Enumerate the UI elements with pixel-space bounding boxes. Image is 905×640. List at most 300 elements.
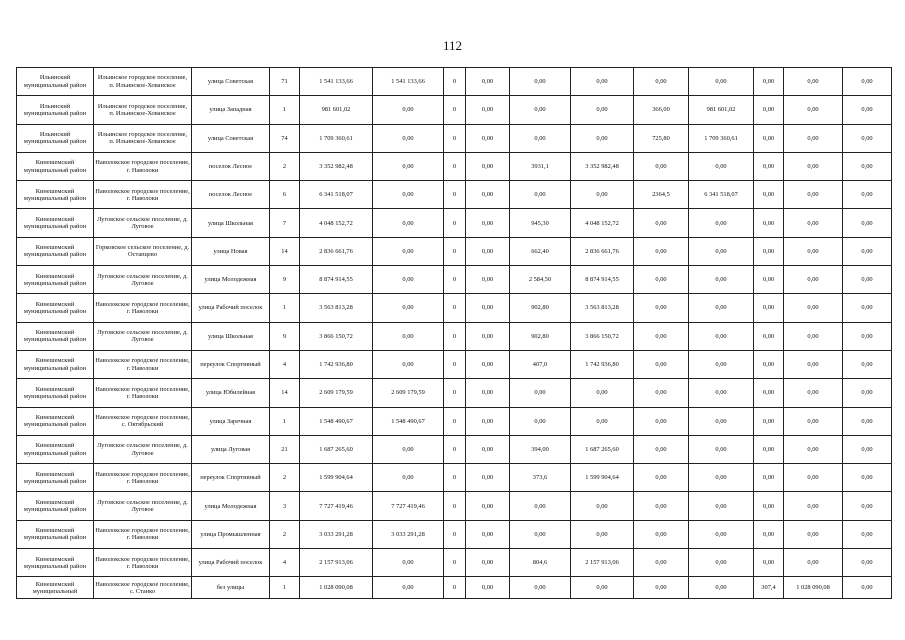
settlement-cell: Наволокское городское поселение, г. Наволоки <box>94 152 192 180</box>
table-row <box>17 294 892 322</box>
district-cell: Кинешемский муниципальный район <box>17 322 94 350</box>
house-number-cell: 1 <box>270 577 300 599</box>
area-cell: 0,00 <box>634 68 689 96</box>
cost-cell: 1 742 936,80 <box>571 350 634 378</box>
street-cell: улица Заречная <box>192 407 270 435</box>
cost-cell: 0,00 <box>689 209 754 237</box>
cost-cell: 6 341 518,07 <box>689 181 754 209</box>
area-cell: 0,00 <box>510 407 571 435</box>
table-row <box>17 68 892 96</box>
settlement-cell: Наволокское городское поселение, г. Наволоки <box>94 464 192 492</box>
settlement-cell: Наволокское городское поселение, с. Станко <box>94 577 192 599</box>
cost-cell: 0,00 <box>466 549 510 577</box>
house-number-cell: 21 <box>270 435 300 463</box>
area-cell: 0,00 <box>754 379 784 407</box>
house-number-cell: 4 <box>270 350 300 378</box>
area-cell: 0,00 <box>634 266 689 294</box>
area-cell: 0,00 <box>510 68 571 96</box>
settlement-cell: Наволокское городское поселение, г. Наволоки <box>94 379 192 407</box>
area-cell: 0,00 <box>634 152 689 180</box>
count-cell: 0 <box>444 124 466 152</box>
total-cost-cell: 1 541 133,66 <box>300 68 373 96</box>
cost-cell: 0,00 <box>466 577 510 599</box>
cost-cell: 0,00 <box>466 322 510 350</box>
street-cell: улица Рабочий поселок <box>192 549 270 577</box>
cost-cell: 0,00 <box>784 350 843 378</box>
house-number-cell: 3 <box>270 492 300 520</box>
area-cell: 0,00 <box>754 549 784 577</box>
total-cost-cell: 981 601,02 <box>300 96 373 124</box>
street-cell: без улицы <box>192 577 270 599</box>
cost-cell: 0,00 <box>784 96 843 124</box>
table-row <box>17 124 892 152</box>
area-cell: 804,6 <box>510 549 571 577</box>
cost-cell: 0,00 <box>843 435 892 463</box>
cost-cell: 0,00 <box>784 379 843 407</box>
area-cell: 0,00 <box>754 520 784 548</box>
street-cell: поселок Лесное <box>192 181 270 209</box>
house-number-cell: 14 <box>270 379 300 407</box>
cost-cell: 0,00 <box>689 492 754 520</box>
page-number: 112 <box>442 38 463 53</box>
cost-cell: 0,00 <box>373 350 444 378</box>
cost-cell: 2 157 913,06 <box>571 549 634 577</box>
cost-cell: 0,00 <box>466 492 510 520</box>
area-cell: 0,00 <box>754 266 784 294</box>
count-cell: 0 <box>444 181 466 209</box>
area-cell: 0,00 <box>754 407 784 435</box>
cost-cell: 0,00 <box>689 68 754 96</box>
total-cost-cell: 8 874 914,55 <box>300 266 373 294</box>
cost-cell: 0,00 <box>571 181 634 209</box>
district-cell: Кинешемский муниципальный район <box>17 350 94 378</box>
district-cell: Ильинский муниципальный район <box>17 96 94 124</box>
cost-cell: 0,00 <box>466 294 510 322</box>
district-cell: Кинешемский муниципальный район <box>17 152 94 180</box>
settlement-cell: Наволокское городское поселение, с. Октябрьский <box>94 407 192 435</box>
cost-cell: 0,00 <box>843 520 892 548</box>
cost-cell: 0,00 <box>843 209 892 237</box>
area-cell: 0,00 <box>510 520 571 548</box>
house-number-cell: 4 <box>270 549 300 577</box>
district-cell: Кинешемский муниципальный район <box>17 464 94 492</box>
settlement-cell: Горковское сельское поселение, д. Остапцево <box>94 237 192 265</box>
total-cost-cell: 3 352 982,48 <box>300 152 373 180</box>
count-cell: 0 <box>444 350 466 378</box>
house-number-cell: 74 <box>270 124 300 152</box>
settlement-cell: Наволокское городское поселение, г. Наволоки <box>94 520 192 548</box>
area-cell: 0,00 <box>754 464 784 492</box>
settlement-cell: Наволокское городское поселение, г. Наволоки <box>94 181 192 209</box>
cost-cell: 0,00 <box>843 266 892 294</box>
total-cost-cell: 1 687 265,60 <box>300 435 373 463</box>
area-cell: 0,00 <box>510 379 571 407</box>
cost-cell: 0,00 <box>689 379 754 407</box>
house-number-cell: 6 <box>270 181 300 209</box>
cost-cell: 0,00 <box>466 407 510 435</box>
settlement-cell: Луговское сельское поселение, д. Луговое <box>94 322 192 350</box>
district-cell: Кинешемский муниципальный район <box>17 407 94 435</box>
total-cost-cell: 3 866 150,72 <box>300 322 373 350</box>
area-cell: 0,00 <box>510 577 571 599</box>
district-cell: Кинешемский муниципальный <box>17 577 94 599</box>
table-body <box>17 68 892 599</box>
area-cell: 0,00 <box>754 96 784 124</box>
cost-cell: 0,00 <box>843 549 892 577</box>
area-cell: 407,0 <box>510 350 571 378</box>
area-cell: 0,00 <box>754 124 784 152</box>
table-row <box>17 492 892 520</box>
cost-cell: 3 033 291,28 <box>373 520 444 548</box>
street-cell: улица Школьная <box>192 209 270 237</box>
cost-cell: 0,00 <box>466 266 510 294</box>
district-cell: Кинешемский муниципальный район <box>17 209 94 237</box>
table-row <box>17 266 892 294</box>
area-cell: 366,00 <box>634 96 689 124</box>
area-cell: 0,00 <box>634 407 689 435</box>
area-cell: 945,30 <box>510 209 571 237</box>
street-cell: улица Западная <box>192 96 270 124</box>
street-cell: поселок Лесное <box>192 152 270 180</box>
house-number-cell: 2 <box>270 152 300 180</box>
house-number-cell: 9 <box>270 322 300 350</box>
count-cell: 0 <box>444 294 466 322</box>
cost-cell: 0,00 <box>843 124 892 152</box>
district-cell: Ильинский муниципальный район <box>17 124 94 152</box>
count-cell: 0 <box>444 322 466 350</box>
cost-cell: 0,00 <box>466 379 510 407</box>
area-cell: 0,00 <box>634 294 689 322</box>
street-cell: улица Советская <box>192 124 270 152</box>
cost-cell: 0,00 <box>466 464 510 492</box>
cost-cell: 0,00 <box>466 181 510 209</box>
district-cell: Кинешемский муниципальный район <box>17 294 94 322</box>
area-cell: 0,00 <box>634 577 689 599</box>
area-cell: 0,00 <box>754 181 784 209</box>
total-cost-cell: 1 742 936,80 <box>300 350 373 378</box>
table-row <box>17 181 892 209</box>
street-cell: улица Молодежная <box>192 266 270 294</box>
settlement-cell: Ильинское городское поселение, п. Ильинское-Хованское <box>94 124 192 152</box>
house-number-cell: 9 <box>270 266 300 294</box>
cost-cell: 0,00 <box>843 294 892 322</box>
count-cell: 0 <box>444 209 466 237</box>
settlement-cell: Наволокское городское поселение, г. Наволоки <box>94 294 192 322</box>
district-cell: Кинешемский муниципальный район <box>17 181 94 209</box>
total-cost-cell: 4 048 152,72 <box>300 209 373 237</box>
cost-cell: 0,00 <box>571 379 634 407</box>
cost-cell: 0,00 <box>571 96 634 124</box>
count-cell: 0 <box>444 520 466 548</box>
count-cell: 0 <box>444 237 466 265</box>
area-cell: 0,00 <box>754 68 784 96</box>
cost-cell: 0,00 <box>689 549 754 577</box>
cost-cell: 0,00 <box>373 237 444 265</box>
cost-cell: 0,00 <box>373 152 444 180</box>
settlement-cell: Луговское сельское поселение, д. Луговое <box>94 266 192 294</box>
cost-cell: 0,00 <box>843 322 892 350</box>
cost-cell: 0,00 <box>571 492 634 520</box>
settlement-cell: Наволокское городское поселение, г. Наволоки <box>94 350 192 378</box>
cost-cell: 0,00 <box>689 152 754 180</box>
district-cell: Кинешемский муниципальный район <box>17 435 94 463</box>
table-row <box>17 350 892 378</box>
cost-cell: 0,00 <box>466 520 510 548</box>
settlement-cell: Наволокское городское поселение, г. Наволоки <box>94 549 192 577</box>
total-cost-cell: 1 709 360,61 <box>300 124 373 152</box>
settlement-cell: Луговское сельское поселение, д. Луговое <box>94 209 192 237</box>
district-cell: Кинешемский муниципальный район <box>17 266 94 294</box>
area-cell: 0,00 <box>510 96 571 124</box>
cost-cell: 0,00 <box>784 209 843 237</box>
cost-cell: 3 563 813,28 <box>571 294 634 322</box>
cost-cell: 0,00 <box>373 464 444 492</box>
total-cost-cell: 2 609 179,59 <box>300 379 373 407</box>
total-cost-cell: 3 563 813,28 <box>300 294 373 322</box>
count-cell: 0 <box>444 379 466 407</box>
total-cost-cell: 1 599 904,64 <box>300 464 373 492</box>
table-row <box>17 577 892 599</box>
table-row <box>17 407 892 435</box>
district-cell: Кинешемский муниципальный район <box>17 237 94 265</box>
area-cell: 0,00 <box>634 549 689 577</box>
house-number-cell: 14 <box>270 237 300 265</box>
count-cell: 0 <box>444 407 466 435</box>
area-cell: 0,00 <box>510 492 571 520</box>
count-cell: 0 <box>444 96 466 124</box>
cost-cell: 0,00 <box>843 96 892 124</box>
district-cell: Кинешемский муниципальный район <box>17 520 94 548</box>
area-cell: 0,00 <box>634 520 689 548</box>
cost-cell: 0,00 <box>373 294 444 322</box>
area-cell: 0,00 <box>754 237 784 265</box>
area-cell: 725,80 <box>634 124 689 152</box>
house-number-cell: 2 <box>270 520 300 548</box>
street-cell: улица Промышленная <box>192 520 270 548</box>
table-row <box>17 379 892 407</box>
cost-cell: 1 599 904,64 <box>571 464 634 492</box>
cost-cell: 0,00 <box>466 96 510 124</box>
cost-cell: 0,00 <box>784 435 843 463</box>
settlement-cell: Луговское сельское поселение, д. Луговое <box>94 492 192 520</box>
cost-cell: 0,00 <box>843 237 892 265</box>
area-cell: 0,00 <box>754 435 784 463</box>
total-cost-cell: 2 157 913,06 <box>300 549 373 577</box>
cost-cell: 0,00 <box>373 435 444 463</box>
area-cell: 2364,5 <box>634 181 689 209</box>
street-cell: улица Школьная <box>192 322 270 350</box>
table-row <box>17 464 892 492</box>
house-number-cell: 1 <box>270 294 300 322</box>
area-cell: 0,00 <box>634 435 689 463</box>
table-row <box>17 96 892 124</box>
area-cell: 0,00 <box>754 322 784 350</box>
area-cell: 902,80 <box>510 322 571 350</box>
table-row <box>17 209 892 237</box>
count-cell: 0 <box>444 266 466 294</box>
street-cell: улица Рабочий поселок <box>192 294 270 322</box>
cost-cell: 0,00 <box>843 464 892 492</box>
table-row <box>17 520 892 548</box>
area-cell: 0,00 <box>754 350 784 378</box>
area-cell: 0,00 <box>754 209 784 237</box>
count-cell: 0 <box>444 435 466 463</box>
cost-cell: 0,00 <box>843 407 892 435</box>
cost-cell: 0,00 <box>784 181 843 209</box>
cost-cell: 1 028 090,08 <box>784 577 843 599</box>
total-cost-cell: 3 033 291,28 <box>300 520 373 548</box>
cost-cell: 4 048 152,72 <box>571 209 634 237</box>
area-cell: 902,80 <box>510 294 571 322</box>
area-cell: 0,00 <box>634 322 689 350</box>
street-cell: улица Новая <box>192 237 270 265</box>
table-row <box>17 549 892 577</box>
cost-cell: 0,00 <box>689 464 754 492</box>
cost-cell: 0,00 <box>373 209 444 237</box>
cost-cell: 0,00 <box>373 124 444 152</box>
total-cost-cell: 6 341 518,07 <box>300 181 373 209</box>
count-cell: 0 <box>444 68 466 96</box>
area-cell: 0,00 <box>754 152 784 180</box>
cost-cell: 0,00 <box>689 350 754 378</box>
cost-cell: 0,00 <box>843 492 892 520</box>
cost-cell: 8 874 914,55 <box>571 266 634 294</box>
count-cell: 0 <box>444 152 466 180</box>
count-cell: 0 <box>444 464 466 492</box>
cost-cell: 0,00 <box>373 549 444 577</box>
cost-cell: 0,00 <box>689 266 754 294</box>
table-row <box>17 435 892 463</box>
cost-cell: 0,00 <box>373 96 444 124</box>
area-cell: 0,00 <box>634 237 689 265</box>
count-cell: 0 <box>444 492 466 520</box>
cost-cell: 0,00 <box>689 322 754 350</box>
settlement-cell: Луговское сельское поселение, д. Луговое <box>94 435 192 463</box>
cost-cell: 0,00 <box>784 124 843 152</box>
area-cell: 2 584,50 <box>510 266 571 294</box>
cost-cell: 0,00 <box>843 379 892 407</box>
table-row <box>17 152 892 180</box>
cost-cell: 0,00 <box>843 68 892 96</box>
area-cell: 3931,1 <box>510 152 571 180</box>
cost-cell: 0,00 <box>466 152 510 180</box>
cost-cell: 0,00 <box>373 577 444 599</box>
cost-cell: 0,00 <box>784 266 843 294</box>
cost-cell: 0,00 <box>843 350 892 378</box>
area-cell: 662,40 <box>510 237 571 265</box>
street-cell: улица Советская <box>192 68 270 96</box>
area-cell: 0,00 <box>754 294 784 322</box>
cost-cell: 0,00 <box>784 237 843 265</box>
total-cost-cell: 1 028 090,08 <box>300 577 373 599</box>
area-cell: 0,00 <box>634 379 689 407</box>
street-cell: переулок Спортивный <box>192 464 270 492</box>
cost-cell: 1 541 133,66 <box>373 68 444 96</box>
district-cell: Кинешемский муниципальный район <box>17 492 94 520</box>
cost-cell: 0,00 <box>689 237 754 265</box>
cost-cell: 0,00 <box>784 549 843 577</box>
cost-cell: 0,00 <box>784 520 843 548</box>
cost-cell: 0,00 <box>466 237 510 265</box>
cost-cell: 1 709 360,61 <box>689 124 754 152</box>
settlement-cell: Ильинское городское поселение, п. Ильинское-Хованское <box>94 68 192 96</box>
cost-cell: 3 352 982,48 <box>571 152 634 180</box>
cost-cell: 0,00 <box>689 520 754 548</box>
street-cell: улица Юбилейная <box>192 379 270 407</box>
table-row <box>17 322 892 350</box>
area-cell: 0,00 <box>634 492 689 520</box>
house-number-cell: 1 <box>270 407 300 435</box>
area-cell: 0,00 <box>510 181 571 209</box>
cost-cell: 0,00 <box>689 407 754 435</box>
cost-cell: 0,00 <box>784 322 843 350</box>
cost-cell: 0,00 <box>571 407 634 435</box>
cost-cell: 0,00 <box>466 435 510 463</box>
cost-cell: 2 609 179,59 <box>373 379 444 407</box>
count-cell: 0 <box>444 549 466 577</box>
district-cell: Кинешемский муниципальный район <box>17 549 94 577</box>
cost-cell: 0,00 <box>571 520 634 548</box>
area-cell: 307,4 <box>754 577 784 599</box>
house-number-cell: 71 <box>270 68 300 96</box>
house-number-cell: 2 <box>270 464 300 492</box>
total-cost-cell: 1 548 490,67 <box>300 407 373 435</box>
cost-cell: 0,00 <box>784 294 843 322</box>
cost-cell: 1 687 265,60 <box>571 435 634 463</box>
data-table <box>16 67 892 599</box>
cost-cell: 0,00 <box>373 266 444 294</box>
area-cell: 394,00 <box>510 435 571 463</box>
table-row <box>17 237 892 265</box>
street-cell: переулок Спортивный <box>192 350 270 378</box>
cost-cell: 0,00 <box>373 181 444 209</box>
cost-cell: 0,00 <box>689 294 754 322</box>
cost-cell: 0,00 <box>843 152 892 180</box>
cost-cell: 0,00 <box>843 577 892 599</box>
total-cost-cell: 2 836 661,76 <box>300 237 373 265</box>
cost-cell: 2 836 661,76 <box>571 237 634 265</box>
cost-cell: 0,00 <box>466 209 510 237</box>
cost-cell: 0,00 <box>373 322 444 350</box>
district-cell: Кинешемский муниципальный район <box>17 379 94 407</box>
cost-cell: 0,00 <box>784 464 843 492</box>
area-cell: 0,00 <box>634 350 689 378</box>
area-cell: 373,6 <box>510 464 571 492</box>
street-cell: улица Луговая <box>192 435 270 463</box>
cost-cell: 7 727 419,46 <box>373 492 444 520</box>
cost-cell: 0,00 <box>689 577 754 599</box>
street-cell: улица Молодежная <box>192 492 270 520</box>
cost-cell: 1 548 490,67 <box>373 407 444 435</box>
cost-cell: 0,00 <box>571 577 634 599</box>
total-cost-cell: 7 727 419,46 <box>300 492 373 520</box>
cost-cell: 0,00 <box>466 124 510 152</box>
cost-cell: 0,00 <box>784 152 843 180</box>
cost-cell: 3 866 150,72 <box>571 322 634 350</box>
house-number-cell: 1 <box>270 96 300 124</box>
cost-cell: 0,00 <box>466 350 510 378</box>
cost-cell: 0,00 <box>784 492 843 520</box>
area-cell: 0,00 <box>510 124 571 152</box>
cost-cell: 0,00 <box>784 407 843 435</box>
district-cell: Ильинский муниципальный район <box>17 68 94 96</box>
cost-cell: 0,00 <box>784 68 843 96</box>
area-cell: 0,00 <box>754 492 784 520</box>
cost-cell: 0,00 <box>571 124 634 152</box>
cost-cell: 0,00 <box>571 68 634 96</box>
cost-cell: 0,00 <box>689 435 754 463</box>
cost-cell: 0,00 <box>466 68 510 96</box>
